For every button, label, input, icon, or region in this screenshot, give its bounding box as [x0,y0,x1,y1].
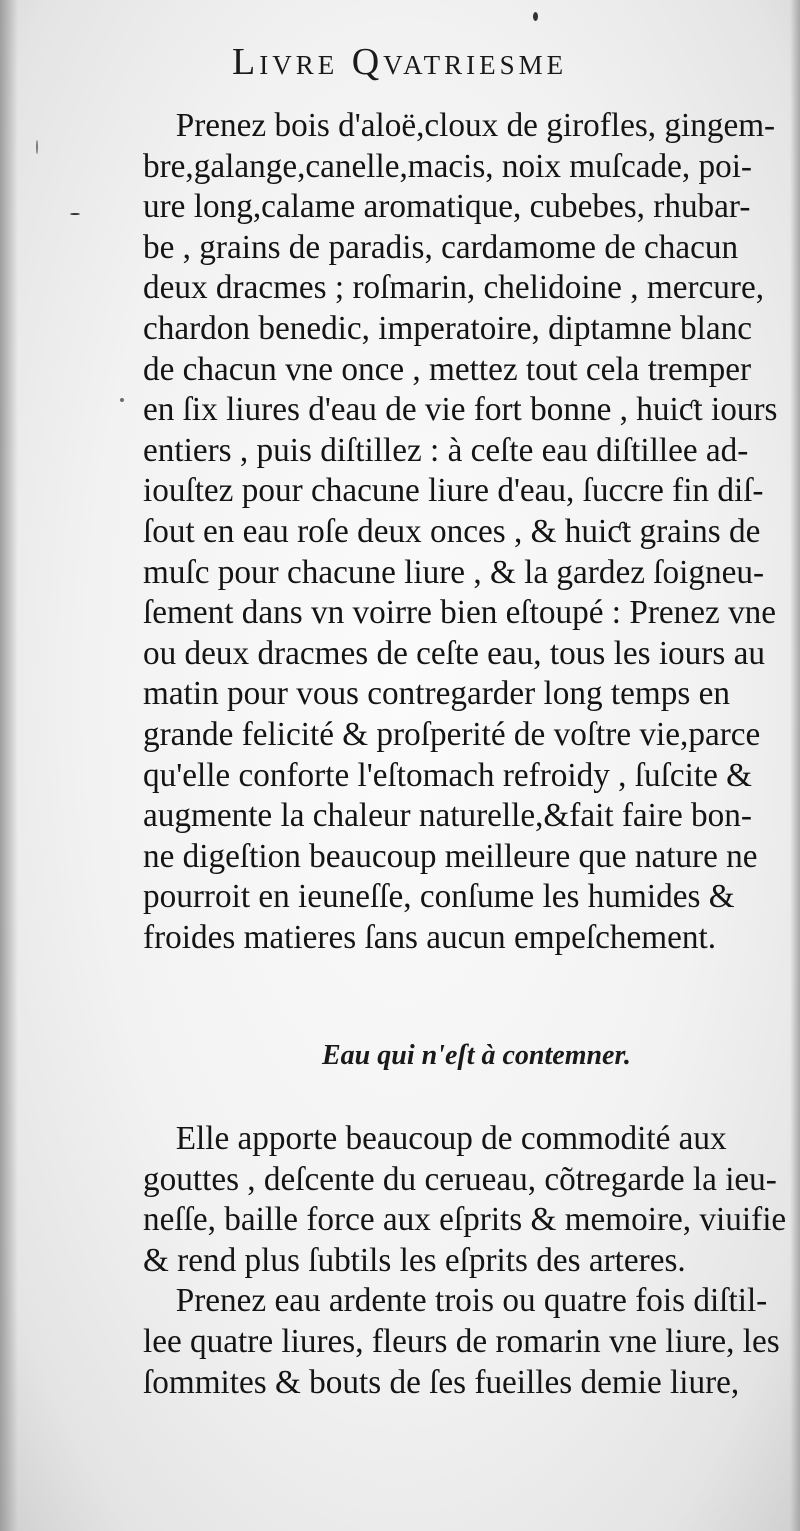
text-line: ne digeſtion beaucoup meilleure que nature ne [143,837,758,875]
text-line: de chacun vne once , mettez tout cela tremper [143,350,752,388]
text-line: gouttes , deſcente du cerueau, cõtregarde la ieu- [143,1160,777,1198]
text-line: Elle apporte beaucoup de commodité aux [175,1120,727,1157]
text-line: neſſe, baille force aux eſprits & memoire, viuifie [143,1201,787,1239]
text-line: en ſix liures d'eau de vie fort bonne , huiƈt iours [143,391,778,429]
text-line: Prenez eau ardente trois ou quatre fois diſtil- [175,1282,768,1320]
text-line: ſommites & bouts de ſes fueilles demie liure, [143,1363,740,1401]
text-line: & rend plus ſubtils les eſprits des arteres. [143,1241,686,1279]
text-line: muſc pour chacune liure , & la gardez ſoigneu- [143,553,765,591]
ink-speck [533,12,538,21]
text-line: deux dracmes ; roſmarin, chelidoine , mercure, [143,269,765,307]
paragraph-aloe-water [143,106,793,958]
text-line: bre,galange,canelle,macis, noix muſcade, poi- [143,147,753,185]
text-line: qu'elle conforte l'eſtomach refroidy , ſuſcite & [143,756,753,794]
text-line: chardon benedic, imperatoire, diptamne blanc [143,309,753,347]
text-line: ſement dans vn voirre bien eſtoupé : Prenez vne [143,594,777,632]
text-line: augmente la chaleur naturelle,&fait faire bon- [143,797,752,835]
running-head: Livre Qvatriesme [232,41,568,83]
text-line: entiers , puis diſtillez : à ceſte eau diſtillee ad- [143,431,749,469]
text-line: matin pour vous contregarder long temps en [143,675,730,713]
text-line: lee quatre liures, fleurs de romarin vne liure, les [143,1322,780,1360]
text-line: froides matieres ſans aucun empeſchement. [143,918,717,956]
text-line: ſout en eau roſe deux onces , & huiƈt grains de [143,512,761,550]
text-line: ou deux dracmes de ceſte eau, tous les iours au [143,634,765,672]
text-line: Prenez bois d'aloë,cloux de girofles, gingem- [175,107,776,144]
ink-speck [70,213,80,215]
page-edge-shadow-left [0,0,18,1531]
text-line: iouſtez pour chacune liure d'eau, ſuccre fin diſ- [143,472,764,510]
text-line: be , grains de paradis, cardamome de chacun [143,228,739,266]
text-line: pourroit en ieuneſſe, conſume les humides & [143,878,735,916]
ink-speck [120,398,124,402]
section-heading: Eau qui n'eſt à contemner. [322,1040,631,1071]
ink-speck [36,140,38,154]
text-line: ure long,calame aromatique, cubebes, rhubar- [143,188,751,226]
text-line: grande felicité & proſperité de voſtre vie,parce [143,715,761,753]
paragraph-benefits-and-recipe [143,1119,793,1403]
